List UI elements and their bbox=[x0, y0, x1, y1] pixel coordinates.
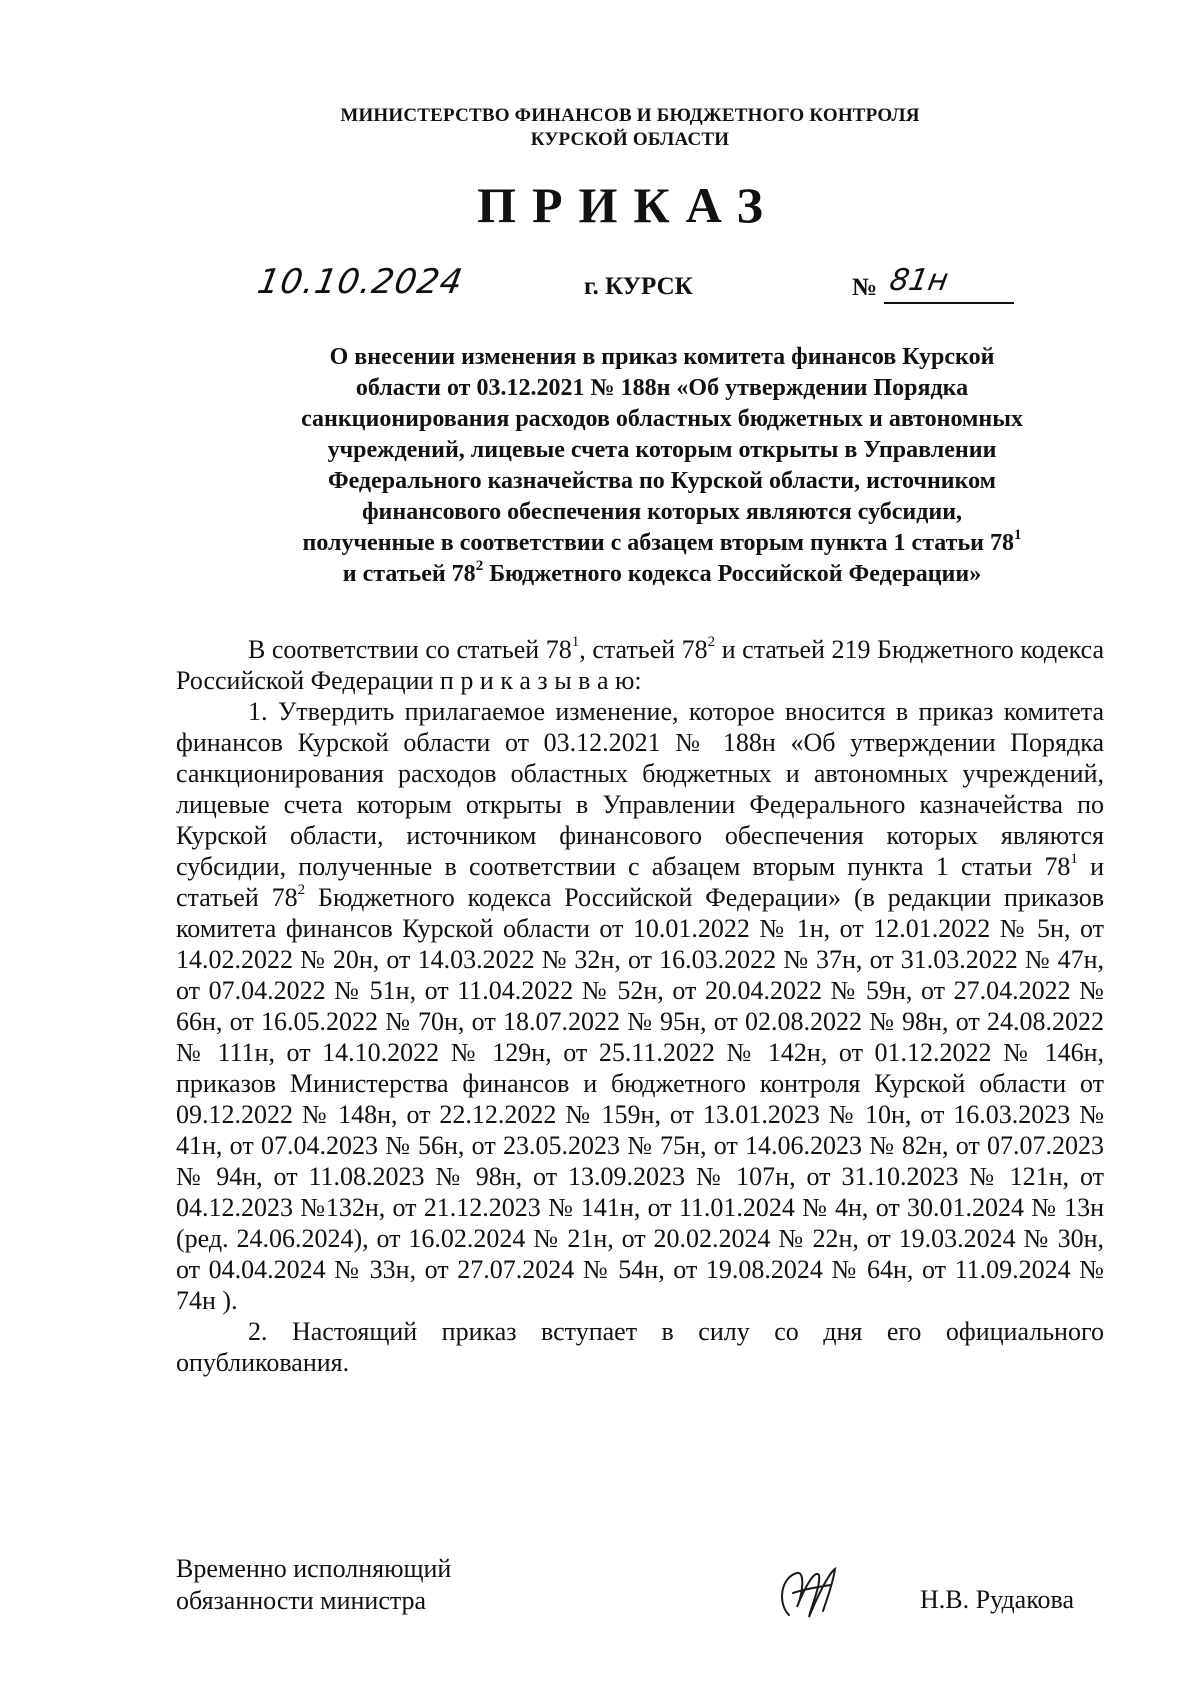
heading-line: финансового обеспечения которых являются субсидии, bbox=[361, 499, 963, 525]
body-text: Бюджетного кодекса Российской Федерации» (в редакции приказов комитета финансов Курской области от 10.01.2022 № 1н, от 12.01.2022 № 5н, от 14.02.2022 № 20н, от 14.03.2022 № 32н, от 16.03.2022 № 37н, от 31.03.2022 № 47н, от 07.04.2022 № 51н, от 11.04.2022 № 52н, от 20.04.2022 № 59н, от 27.04.2022 № 66н, от 16.05.2022 № 70н, от 18.07.2022 № 95н, от 02.08.2022 № 98н, от 24.08.2022 № 111н, от 14.10.2022 № 129н, от 25.11.2022 № 142н, от 01.12.2022 № 146н, приказов Министерства финансов и бюджетного контроля Курской области от 09.12.2022 № 148н, от 22.12.2022 № 159н, от 13.01.2023 № 10н, от 16.03.2023 № 41н, от 07.04.2023 № 56н, от 23.05.2023 № 75н, от 14.06.2023 № 82н, от 07.07.2023 № 94н, от 11.08.2023 № 98н, от 13.09.2023 № 107н, от 31.10.2023 № 121н, от 04.12.2023 №132н, от 21.12.2023 № 141н, от 11.01.2024 № 4н, от 30.01.2024 № 13н (ред. 24.06.2024), от 16.02.2024 № 21н, от 20.02.2024 № 22н, от 19.03.2024 № 30н, от 04.04.2024 № 33н, от 27.07.2024 № 54н, от 19.08.2024 № 64н, от 11.09.2024 № 74н ). bbox=[176, 883, 1104, 1315]
heading-text: полученные в соответствии с абзацем вторым пункта 1 статьи 78 bbox=[302, 530, 1014, 556]
document-city: г. КУРСК bbox=[584, 273, 693, 300]
document-heading bbox=[212, 342, 1112, 590]
body-text: 1. Утвердить прилагаемое изменение, которое вносится в приказ комитета финансов Курской области от 03.12.2021 № 188н «Об утверждении Порядка санкционирования расходов областных бюджетных и автономных учреждений, лицевые счета которым открыты в Управлении Федерального казначейства по Курской области, источником финансового обеспечения которых являются субсидии, полученные в соответствии с абзацем вторым пункта 1 статьи 78 bbox=[176, 697, 1104, 881]
ministry-line-1: МИНИСТЕРСТВО ФИНАНСОВ И БЮДЖЕТНОГО КОНТРОЛЯ bbox=[340, 105, 920, 126]
role-line: Временно исполняющий bbox=[176, 1554, 452, 1583]
heading-line: области от 03.12.2021 № 188н «Об утверждении Порядка bbox=[355, 375, 969, 401]
ministry-header bbox=[0, 104, 1200, 152]
superscript: 1 bbox=[571, 634, 580, 651]
document-number-label: № bbox=[852, 274, 878, 301]
body-text: и статьей 78 bbox=[176, 852, 1104, 912]
body-text: В соответствии со статьей 78 bbox=[248, 635, 572, 664]
item-1-paragraph bbox=[176, 696, 1104, 1316]
signatory-role bbox=[176, 1553, 451, 1617]
heading-text: и статьей 78 bbox=[342, 561, 476, 587]
heading-line: учреждений, лицевые счета которым открыты в Управлении bbox=[327, 437, 997, 463]
document-date: 10.10.2024 bbox=[254, 262, 467, 302]
role-line: обязанности министра bbox=[176, 1586, 427, 1615]
number-underline bbox=[884, 302, 1014, 304]
superscript: 1 bbox=[1070, 851, 1078, 868]
superscript: 1 bbox=[1013, 527, 1022, 543]
body-text: , статьей 78 bbox=[579, 635, 708, 664]
body-text: и статьей 219 Бюджетного кодекса Российской Федерации п р и к а з ы в а ю: bbox=[176, 635, 1104, 695]
item-2-paragraph: 2. Настоящий приказ вступает в силу со дня его официального опубликования. bbox=[176, 1317, 1104, 1377]
handwritten-signature-icon bbox=[775, 1563, 850, 1623]
document-type-title: ПРИКАЗ bbox=[477, 177, 779, 233]
superscript: 2 bbox=[707, 634, 716, 651]
heading-line: санкционирования расходов областных бюджетных и автономных bbox=[301, 406, 1023, 432]
document-number: 81н bbox=[886, 263, 951, 298]
heading-line: О внесении изменения в приказ комитета финансов Курской bbox=[329, 344, 995, 370]
document-body bbox=[176, 634, 1104, 1378]
heading-line: Федерального казначейства по Курской области, источником bbox=[327, 468, 996, 494]
heading-line bbox=[212, 559, 1112, 590]
signatory-name: Н.В. Рудакова bbox=[920, 1585, 1074, 1614]
heading-text: Бюджетного кодекса Российской Федерации» bbox=[483, 561, 982, 587]
intro-paragraph bbox=[176, 634, 1104, 696]
superscript: 2 bbox=[297, 882, 306, 899]
ministry-line-2: КУРСКОЙ ОБЛАСТИ bbox=[530, 129, 730, 150]
heading-line bbox=[212, 528, 1112, 559]
superscript: 2 bbox=[475, 558, 484, 574]
